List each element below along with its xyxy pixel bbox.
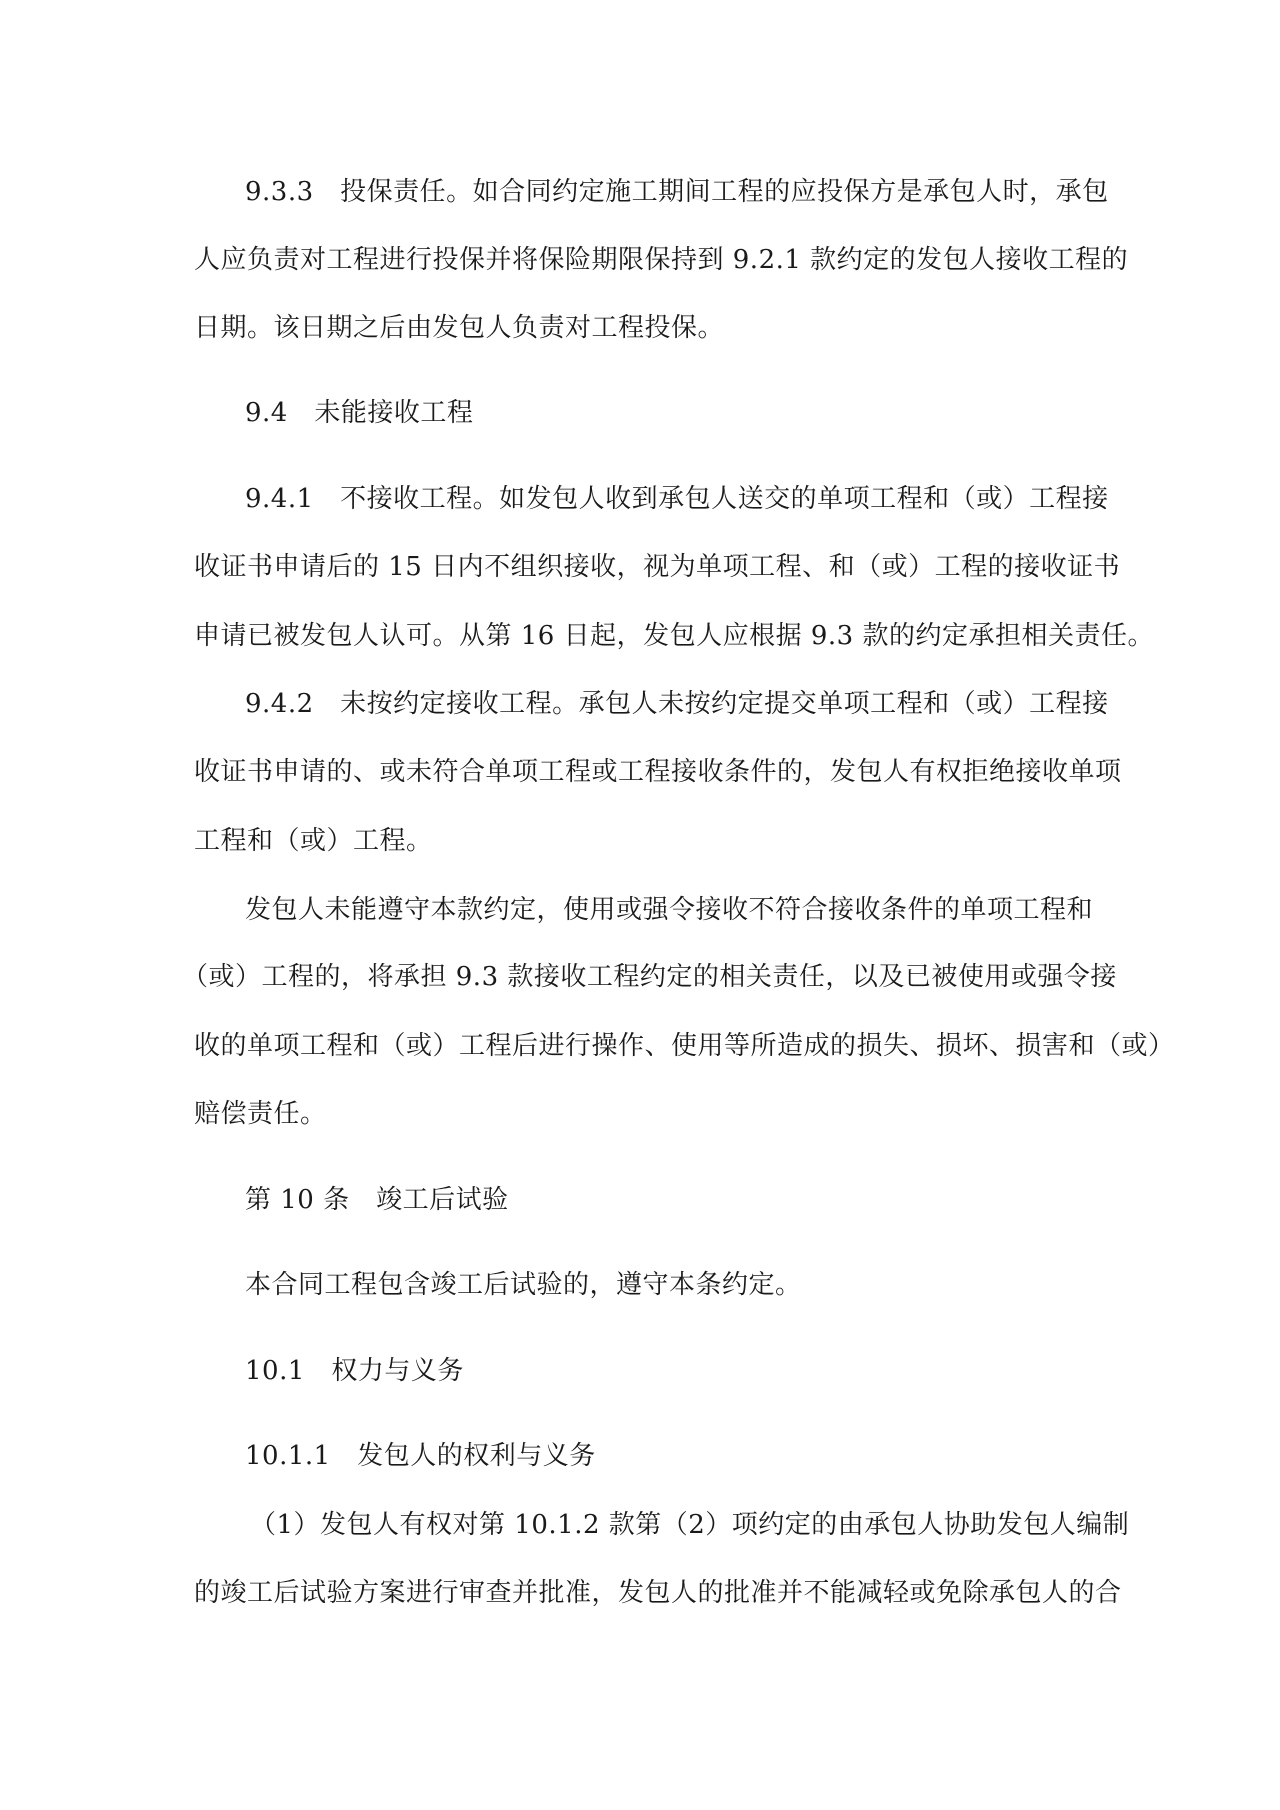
article-10-intro: 本合同工程包含竣工后试验的，遵守本条约定。 [245,1270,802,1300]
clause-9-3-3-line-1: 9.3.3 投保责任。如合同约定施工期间工程的应投保方是承包人时，承包 [245,177,1109,207]
clause-9-4-1-line-3: 申请已被发包人认可。从第 16 日起，发包人应根据 9.3 款的约定承担相关责任。 [194,621,1154,651]
clause-9-4-2-line-3: 工程和（或）工程。 [194,826,433,856]
employer-failure-line-1: 发包人未能遵守本款约定，使用或强令接收不符合接收条件的单项工程和 [245,895,1094,925]
clause-9-4-2-line-1: 9.4.2 未按约定接收工程。承包人未按约定提交单项工程和（或）工程接 [245,689,1109,719]
clause-9-4-2-line-2: 收证书申请的、或未符合单项工程或工程接收条件的，发包人有权拒绝接收单项 [194,757,1122,787]
section-10-1-heading: 10.1 权力与义务 [245,1356,464,1386]
item-1-line-1: （1）发包人有权对第 10.1.2 款第（2）项约定的由承包人协助发包人编制 [250,1510,1130,1540]
clause-9-3-3-line-3: 日期。该日期之后由发包人负责对工程投保。 [194,313,725,343]
section-9-4-heading: 9.4 未能接收工程 [245,398,474,428]
clause-9-3-3-line-2: 人应负责对工程进行投保并将保险期限保持到 9.2.1 款约定的发包人接收工程的 [194,245,1129,275]
employer-failure-line-3: 收的单项工程和（或）工程后进行操作、使用等所造成的损失、损坏、损害和（或） [194,1031,1175,1061]
employer-failure-line-2: （或）工程的，将承担 9.3 款接收工程约定的相关责任，以及已被使用或强令接 [182,962,1117,992]
clause-9-4-1-line-1: 9.4.1 不接收工程。如发包人收到承包人送交的单项工程和（或）工程接 [245,484,1109,514]
item-1-line-2: 的竣工后试验方案进行审查并批准，发包人的批准并不能减轻或免除承包人的合 [194,1578,1122,1608]
section-10-1-1-heading: 10.1.1 发包人的权利与义务 [245,1441,596,1471]
article-10-heading: 第 10 条 竣工后试验 [245,1185,509,1215]
employer-failure-line-4: 赔偿责任。 [194,1099,327,1129]
clause-9-4-1-line-2: 收证书申请后的 15 日内不组织接收，视为单项工程、和（或）工程的接收证书 [194,552,1121,582]
